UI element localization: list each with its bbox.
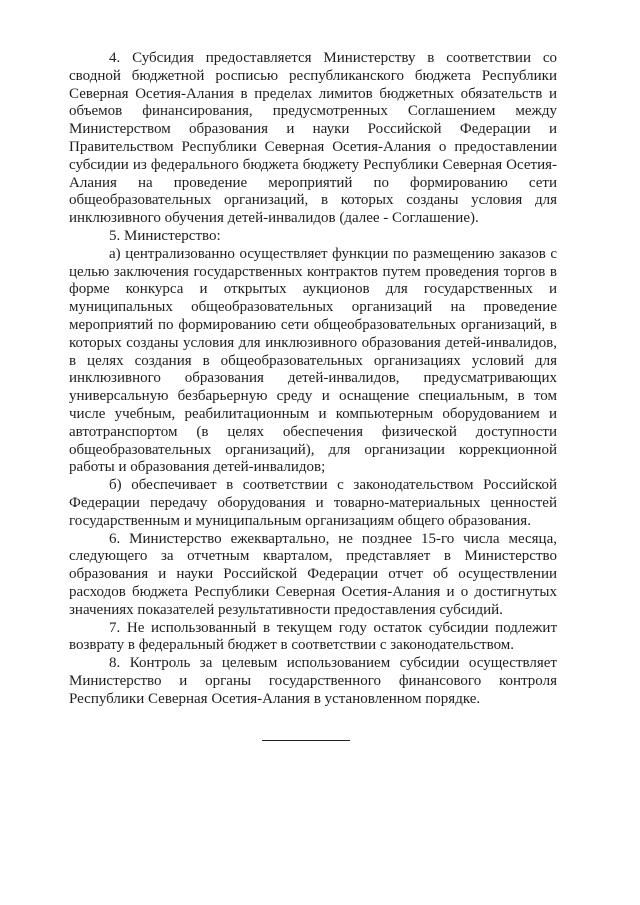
paragraph-5: 5. Министерство: xyxy=(109,227,221,244)
closing-divider xyxy=(262,740,350,741)
paragraph-5b: б) обеспечивает в соответствии с законодательством Российской Федерации передачу оборудования и товарно-материальных ценностей государственным и муниципальным организациям общего образования. xyxy=(69,477,557,529)
paragraph-5a: а) централизованно осуществляет функции по размещению заказов с целью заключения государственных контрактов путем проведения торгов в форме конкурса и открытых аукционов для государственных и муниципальных общеобразовательных организаций на проведение мероприятий по формированию сети общеобразовательных организаций, в которых созданы условия для инклюзивного образования детей-инвалидов, в целях создания в общеобразовательных организациях условий для инклюзивного образования детей-инвалидов, предусматривающих универсальную безбарьерную среду и оснащение специальным, в том числе учебным, реабилитационным и компьютерным оборудованием и автотранспортом (в целях обеспечения физической доступности общеобразовательных организаций), для организации коррекционной работы и образования детей-инвалидов; xyxy=(69,245,557,476)
paragraph-7: 7. Не использованный в текущем году остаток субсидии подлежит возврату в федеральный бюджет в соответствии с законодательством. xyxy=(69,619,557,654)
paragraph-8: 8. Контроль за целевым использованием субсидии осуществляет Министерство и органы государственного финансового контроля Республики Северная Осетия-Алания в установленном порядке. xyxy=(69,655,557,707)
document-body xyxy=(69,50,557,708)
paragraph-4: 4. Субсидия предоставляется Министерству в соответствии со сводной бюджетной росписью республиканского бюджета Республики Северная Осетия-Алания в пределах лимитов бюджетных обязательств и объемов финансирования, предусмотренных Соглашением между Министерством образования и науки Российской Федерации и Правительством Республики Северная Осетия-Алания о предоставлении субсидии из федерального бюджета бюджету Республики Северная Осетия-Алания на проведение мероприятий по формированию сети общеобразовательных организаций, в которых созданы условия для инклюзивного обучения детей-инвалидов (далее - Соглашение). xyxy=(69,50,557,227)
paragraph-6: 6. Министерство ежеквартально, не позднее 15-го числа месяца, следующего за отчетным кварталом, представляет в Министерство образования и науки Российской Федерации отчет об осуществлении расходов бюджета Республики Северная Осетия-Алания и о достигнутых значениях показателей результативности предоставления субсидий. xyxy=(69,530,557,618)
